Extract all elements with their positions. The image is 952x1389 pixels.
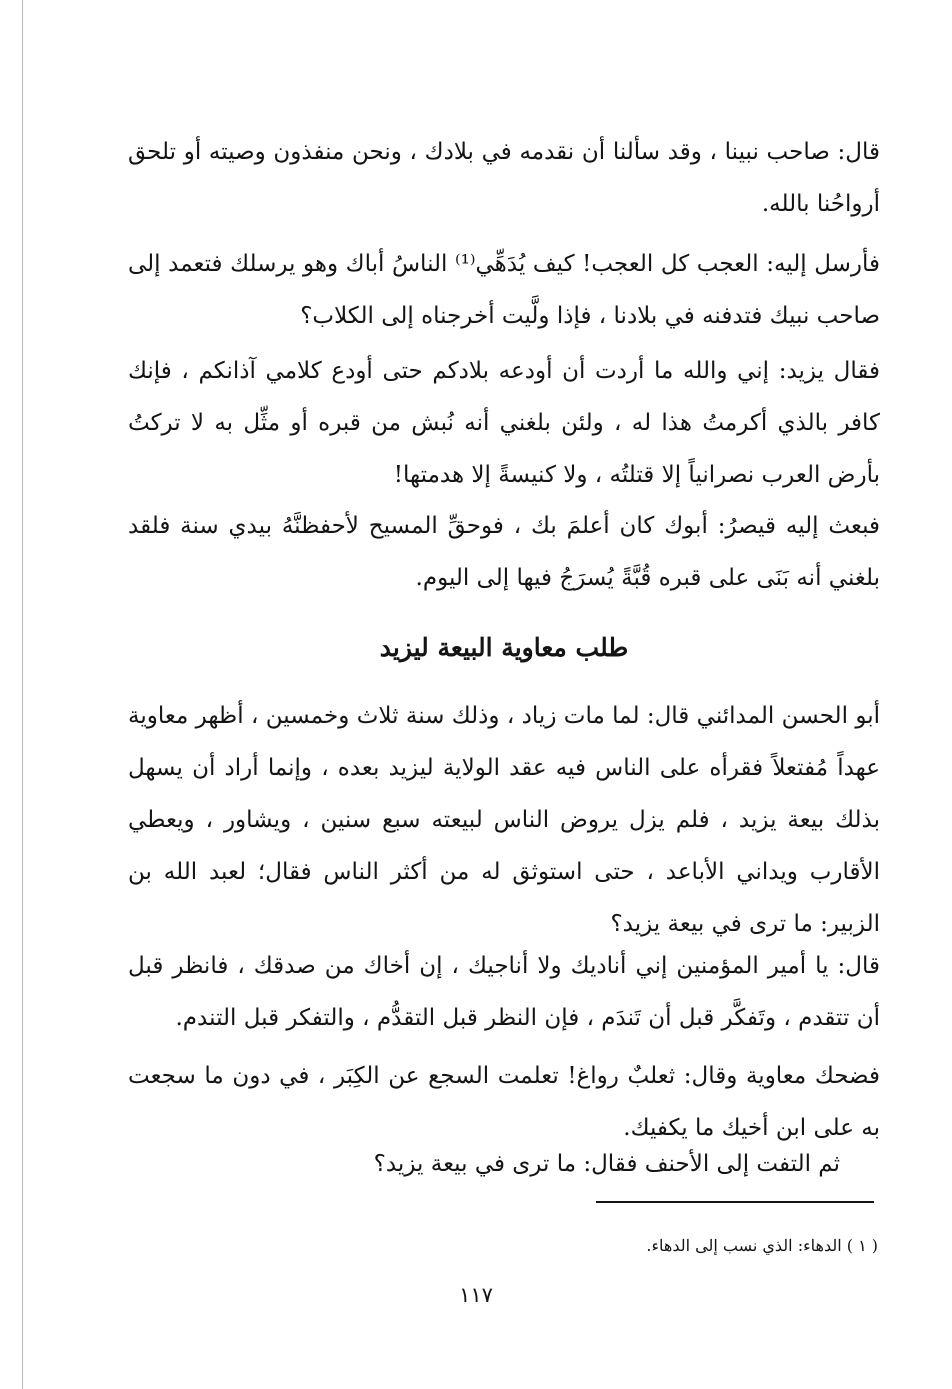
page-number: ١١٧ — [459, 1283, 493, 1307]
paragraph-1-text: قال: صاحب نبينا ، وقد سألنا أن نقدمه في بلادك ، ونحن منفذون وصيته أو تلحق أرواحُنا بالله. — [128, 139, 880, 217]
footnote: ( ١ ) الدهاء: الذي نسب إلى الدهاء. — [646, 1236, 878, 1255]
paragraph-6-text: قال: يا أمير المؤمنين إني أناديك ولا أناجيك ، إن أخاك من صدقك ، فانظر قبل أن تتقدم ، وتَفكَّر قبل أن تَندَم ، فإن النظر قبل التقدُّم ، والتفكر قبل التندم. — [128, 953, 880, 1031]
paragraph-4-text: فبعث إليه قيصرُ: أبوك كان أعلمَ بك ، فوحقِّ المسيح لأحفظنَّهُ بيدي سنة فلقد بلغني أنه بَنَى على قبره قُبَّةً يُسرَجُ فيها إلى اليوم. — [128, 513, 880, 591]
paragraph-3-text: فقال يزيد: إني والله ما أردت أن أودعه بلادكم حتى أودع كلامي آذانكم ، فإنك كافر بالذي أكرمتُ هذا له ، ولئن بلغني أنه نُبش من قبره أو مثِّل به لا تركتُ بأرض العرب نصرانياً إلا قتلتُه ، ولا كنيسةً إلا هدمتها! — [128, 358, 880, 488]
paragraph-5 — [128, 690, 880, 950]
paragraph-2 — [128, 238, 880, 342]
paragraph-3 — [128, 345, 880, 501]
paragraph-6 — [128, 940, 880, 1044]
paragraph-4 — [128, 500, 880, 604]
footnote-divider — [596, 1201, 874, 1203]
paragraph-5-text: أبو الحسن المدائني قال: لما مات زياد ، وذلك سنة ثلاث وخمسين ، أظهر معاوية عهداً مُفتعلاً فقرأه على الناس فيه عقد الولاية ليزيد بعده ، وإنما أراد أن يسهل بذلك بيعة يزيد ، فلم يزل يروض الناس لبيعته سبع سنين ، ويشاور ، ويعطي الأقارب ويداني الأباعد ، حتى استوثق له من أكثر الناس فقال؛ لعبد الله بن الزبير: ما ترى في بيعة يزيد؟ — [128, 703, 880, 937]
paragraph-1 — [128, 126, 880, 230]
section-heading: طلب معاوية البيعة ليزيد — [379, 633, 629, 662]
paragraph-7-text: فضحك معاوية وقال: ثعلبٌ رواغ! تعلمت السجع عن الكِبَر ، في دون ما سجعت به على ابن أخيك ما يكفيك. — [128, 1063, 880, 1141]
paragraph-8: ثم التفت إلى الأحنف فقال: ما ترى في بيعة يزيد؟ — [373, 1151, 840, 1177]
paragraph-2-text: فأرسل إليه: العجب كل العجب! كيف يُدَهِّي⁽¹⁾ الناسُ أباك وهو يرسلك فتعمد إلى صاحب نبيك فتدفنه في بلادنا ، فإذا ولَّيت أخرجناه إلى الكلاب؟ — [128, 251, 880, 329]
page-edge-line — [22, 0, 23, 1389]
